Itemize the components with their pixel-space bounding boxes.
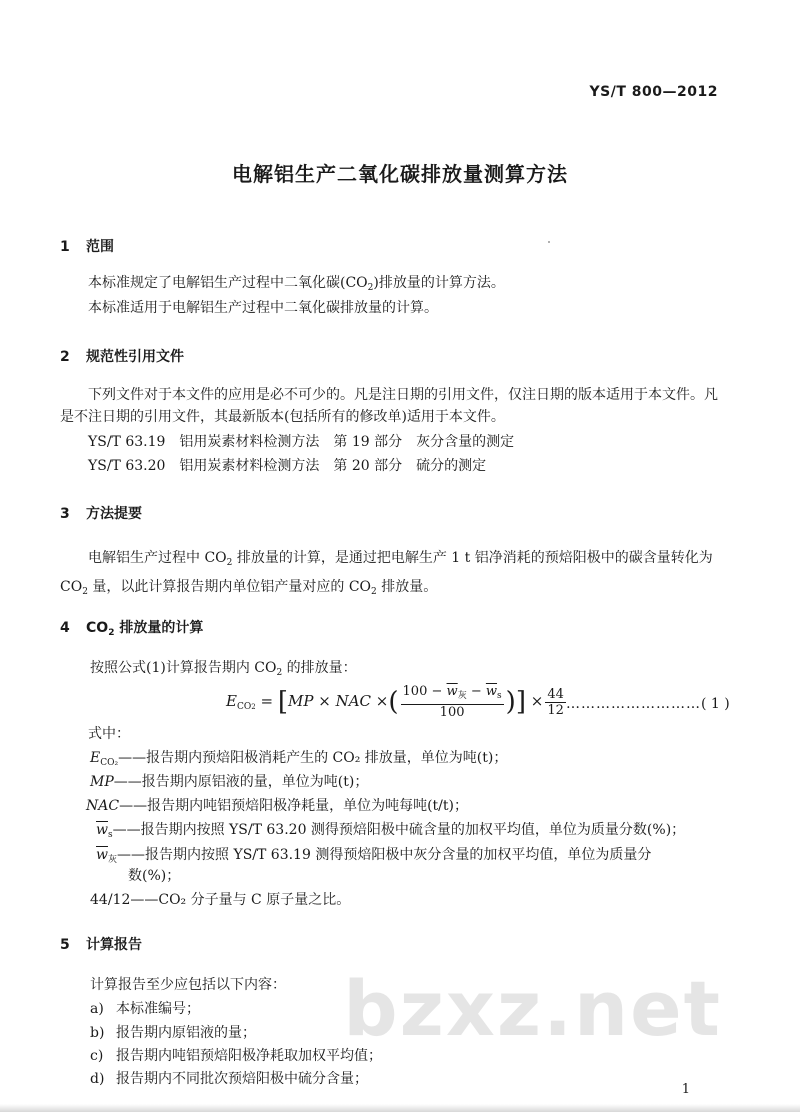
section-4-intro: 按照公式(1)计算报告期内 $CO_2$ 的排放量： — [90, 660, 357, 678]
list-item: a) 本标准编号； — [90, 1001, 200, 1017]
section-2-intro: 下列文件对于本文件的应用是必不可少的。凡是注日期的引用文件，仅注日期的版本适用于本文件。凡是不注日期的引用文件，其最新版本(包括所有的修改单)适用于本文件。 — [60, 387, 718, 425]
section-2-heading: 2 规范性引用文件 — [60, 349, 184, 365]
section-5-intro: 计算报告至少应包括以下内容： — [90, 977, 286, 993]
list-item: c) 报告期内吨铝预焙阳极净耗取加权平均值； — [90, 1048, 382, 1064]
reference-item: YS/T 63.20 铝用炭素材料检测方法 第 20 部分 硫分的测定 — [88, 458, 487, 474]
reference-item: YS/T 63.19 铝用炭素材料检测方法 第 19 部分 灰分含量的测定 — [88, 434, 515, 450]
formula-1: $E_{CO2} = [MP$ × NAC ×( $\frac{100 - \overline{w}_灰 - \overline{w}_s}{100}$ )] × $\frac{44}{12}$ — [226, 684, 564, 720]
definition-item: $\overline{w}_s——$报告期内按照 YS/T 63.20 测得预焙阳极中硫含量的加权平均值，单位为质量分数(%)； — [96, 822, 686, 840]
scan-speck — [548, 241, 550, 243]
page-number: 1 — [681, 1082, 690, 1097]
list-item: b) 报告期内原铝液的量； — [90, 1025, 256, 1041]
definition-item: 44/12——CO₂ 分子量与 C 原子量之比。 — [90, 892, 351, 908]
document-title: 电解铝生产二氧化碳排放量测算方法 — [232, 162, 568, 186]
formula-fraction: $\frac{100 - \overline{w}_灰 - \overline{w}_s}{100}$ — [402, 684, 502, 720]
equation-number: ………………………( 1 ) — [566, 696, 730, 712]
section-3-text: 电解铝生产过程中 $CO_2$ 排放量的计算，是通过把电解生产 1 t 铝净消耗的预焙阳极中的碳含量转化为 $CO_2$ 量，以此计算报告期内单位铝产量对应的 $CO_2$ 排放量。 — [60, 550, 713, 597]
list-item: d) 报告期内不同批次预焙阳极中硫分含量； — [90, 1071, 368, 1087]
section-1-para-2: 本标准适用于电解铝生产过程中二氧化碳排放量的计算。 — [88, 300, 438, 316]
section-4-heading: 4 $CO_2$ 排放量的计算 — [60, 620, 204, 638]
formula-ratio: $\frac{44}{12}$ — [547, 686, 564, 718]
definition-item: $\overline{w}_灰——$报告期内按照 YS/T 63.19 测得预焙阳极中灰分含量的加权平均值，单位为质量分 — [96, 847, 652, 865]
section-3-heading: 3 方法提要 — [60, 506, 142, 522]
section-1-para-1: 本标准规定了电解铝生产过程中二氧化碳$(CO_2)$排放量的计算方法。 — [88, 275, 505, 293]
section-1-heading: 1 范围 — [60, 239, 114, 255]
watermark: bzxz.net — [343, 964, 722, 1053]
definition-item: MP——报告期内原铝液的量，单位为吨(t)； — [90, 774, 369, 790]
page-bottom-edge — [0, 1104, 800, 1112]
definition-item: NAC——报告期内吨铝预焙阳极净耗量，单位为吨每吨(t/t)； — [86, 798, 468, 814]
definition-item-continuation: 数(%)； — [128, 868, 181, 884]
where-label: 式中： — [88, 726, 130, 742]
section-5-heading: 5 计算报告 — [60, 937, 142, 953]
standard-number: YS/T 800—2012 — [589, 84, 718, 100]
definition-item: $E_{CO_2}——$报告期内预焙阳极消耗产生的 CO₂ 排放量，单位为吨(t)； — [90, 750, 508, 768]
